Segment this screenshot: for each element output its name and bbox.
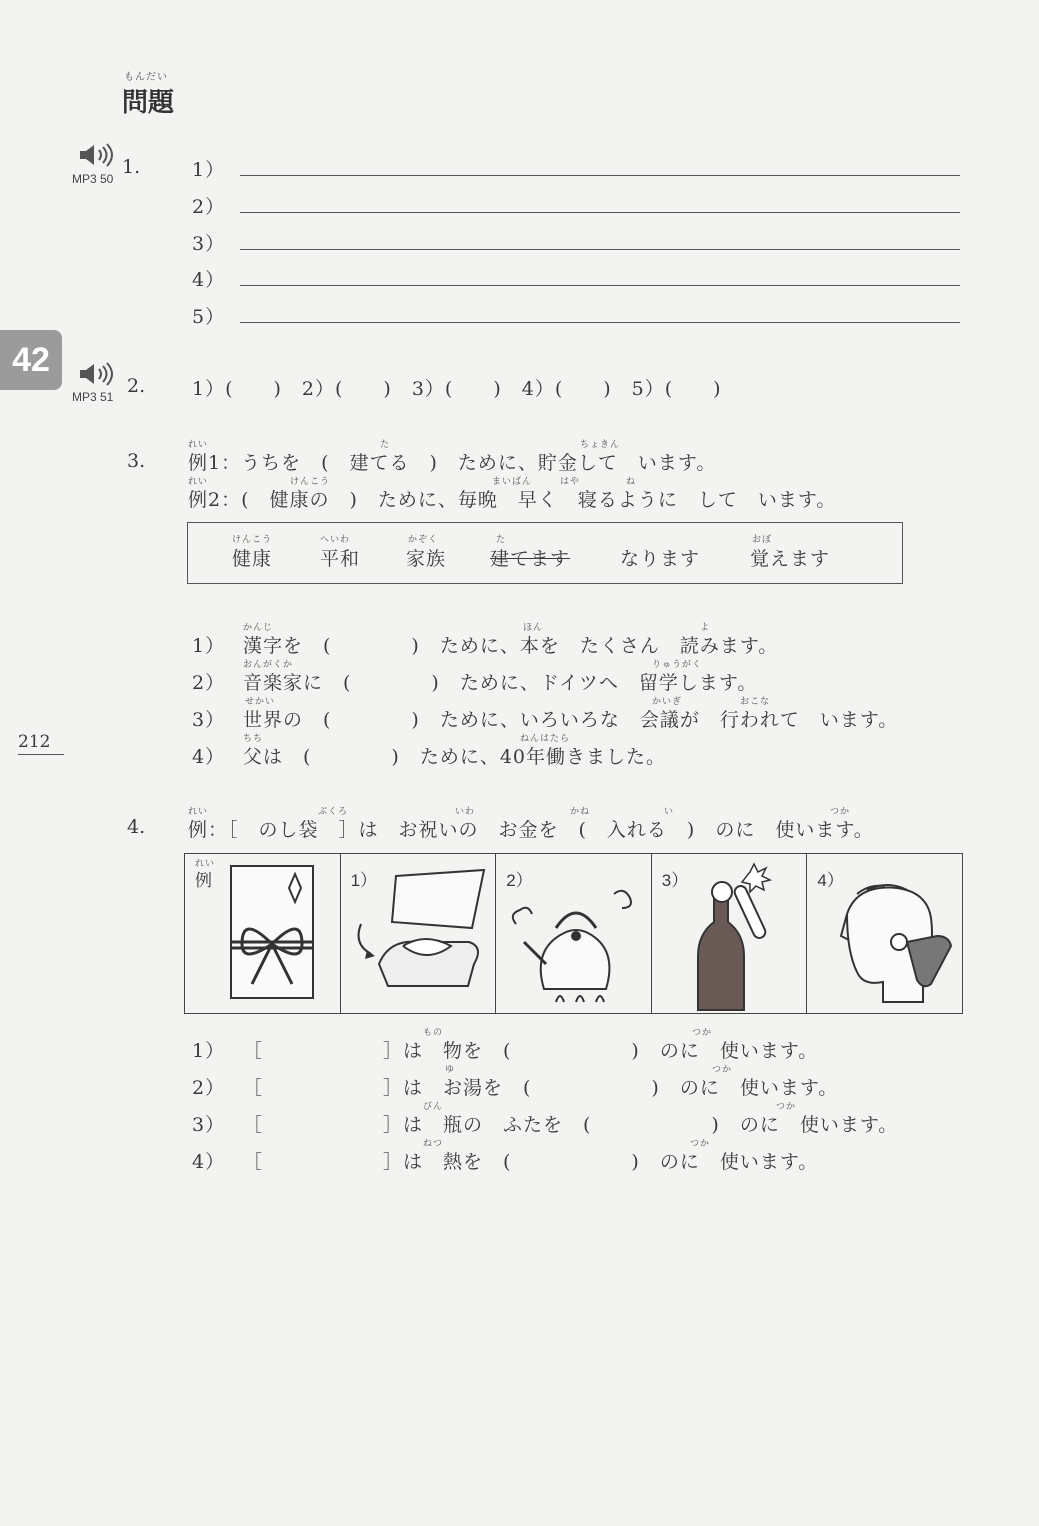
bottle-opener-icon [652, 854, 807, 1011]
ruby: ぶくろ [318, 807, 349, 817]
question-number: 1. [122, 156, 141, 178]
kettle-icon [496, 854, 651, 1011]
audio-track-label: MP3 51 [72, 390, 114, 404]
ruby: もの [423, 1028, 444, 1038]
ruby: つか [692, 1028, 713, 1038]
chapter-tab: 42 [0, 330, 62, 390]
fill-in-sentence[interactable]: 世界の ( ) ために、いろいろな 会議が 行われて います。 [243, 709, 899, 731]
fill-in-sentence[interactable]: ［ ］は 瓶の ふたを ( ) のに 使います。 [243, 1114, 899, 1136]
ruby: れい [188, 477, 209, 487]
ruby: ね [626, 477, 637, 487]
ruby: いわ [455, 807, 476, 817]
page-title: 問題 [122, 88, 175, 118]
picture-4 [807, 854, 962, 1013]
item-number: 2） [192, 1077, 226, 1099]
item-number: 1） [192, 1040, 226, 1062]
ruby: せかい [245, 697, 276, 707]
fill-in-sentence[interactable]: 音楽家に ( ) ために、ドイツへ 留学します。 [243, 672, 758, 694]
word-bank-item: 平和 [320, 548, 361, 570]
fill-in-sentence[interactable]: ［ ］は お湯を ( ) のに 使います。 [243, 1077, 839, 1099]
ruby: つか [776, 1102, 797, 1112]
ruby: かね [570, 807, 591, 817]
ruby: ゆ [445, 1065, 456, 1075]
question-number: 2. [127, 375, 146, 397]
ruby: た [380, 440, 391, 450]
fill-in-sentence[interactable]: 父は ( ) ために、40年働きました。 [243, 746, 667, 768]
picture-example [185, 854, 341, 1013]
answer-line[interactable] [240, 175, 960, 176]
ruby: れい [195, 859, 216, 869]
ruby: つか [830, 807, 851, 817]
word-bank [187, 522, 903, 584]
word-bank-item-used: 建てます [490, 548, 571, 570]
picture-label: 1） [350, 871, 378, 890]
ruby: つか [690, 1139, 711, 1149]
fill-in-sentence[interactable]: ［ ］は 熱を ( ) のに 使います。 [243, 1151, 819, 1173]
ruby: れい [188, 440, 209, 450]
speaker-icon[interactable] [78, 362, 118, 390]
answer-line-label: 5） [192, 306, 226, 328]
item-number: 3） [192, 1114, 226, 1136]
answer-line[interactable] [240, 212, 960, 213]
item-number: 3） [192, 709, 226, 731]
answer-blanks[interactable]: 1）( ) 2）( ) 3）( ) 4）( ) 5）( ) [192, 378, 722, 400]
fill-in-sentence[interactable]: ［ ］は 物を ( ) のに 使います。 [243, 1040, 819, 1062]
ruby: い [664, 807, 675, 817]
item-number: 2） [192, 672, 226, 694]
ruby: よ [700, 623, 711, 633]
answer-line-label: 4） [192, 269, 226, 291]
page-number: 212 [18, 732, 64, 755]
speaker-icon[interactable] [78, 143, 118, 171]
picture-2 [496, 854, 652, 1013]
ruby: おぼ [752, 535, 773, 545]
picture-1 [341, 854, 497, 1013]
ruby: おこな [740, 697, 771, 707]
word-bank-item: 健康 [232, 548, 273, 570]
example-sentence: 例：［ のし袋 ］は お祝いの お金を ( 入れる ) のに 使います。 [188, 819, 874, 841]
ruby: かいぎ [652, 697, 683, 707]
ear-thermometer-icon [807, 854, 962, 1011]
picture-label: 3） [661, 871, 689, 890]
ruby: ちち [243, 734, 264, 744]
audio-track-label: MP3 50 [72, 172, 114, 186]
ruby: れい [188, 807, 209, 817]
word-bank-item: 家族 [406, 548, 447, 570]
ruby: けんこう [232, 535, 273, 545]
item-number: 4） [192, 746, 226, 768]
ruby: かぞく [408, 535, 439, 545]
picture-3 [652, 854, 808, 1013]
title-ruby: もんだい [124, 72, 168, 83]
ruby: びん [423, 1102, 444, 1112]
word-bank-item: 覚えます [750, 548, 831, 570]
ruby: おんがくか [243, 660, 294, 670]
ruby: へいわ [320, 535, 351, 545]
item-number: 4） [192, 1151, 226, 1173]
ruby: まいばん [492, 477, 533, 487]
picture-label: 2） [506, 871, 533, 890]
ruby: けんこう [290, 477, 331, 487]
noshi-envelope-icon [185, 854, 340, 1011]
ruby: ねんはたら [520, 734, 571, 744]
furoshiki-icon [341, 854, 496, 1011]
answer-line-label: 3） [192, 233, 226, 255]
item-number: 1） [192, 635, 226, 657]
ruby: はや [560, 477, 581, 487]
question-number: 3. [127, 450, 146, 472]
ruby: かんじ [243, 623, 274, 633]
ruby: た [496, 535, 507, 545]
fill-in-sentence[interactable]: 漢字を ( ) ために、本を たくさん 読みます。 [243, 635, 779, 657]
word-bank-item: なります [620, 548, 701, 570]
picture-label: 例 [195, 871, 212, 890]
picture-row [184, 853, 963, 1014]
answer-line[interactable] [240, 285, 960, 286]
answer-line-label: 1） [192, 159, 226, 181]
answer-line[interactable] [240, 249, 960, 250]
example-sentence: 例2：( 健康の ) ために、毎晩 早く 寝るように して います。 [188, 489, 837, 511]
ruby: ねつ [423, 1139, 444, 1149]
example-sentence: 例1：うちを ( 建てる ) ために、貯金して います。 [188, 452, 717, 474]
picture-label: 4） [817, 871, 844, 890]
ruby: ほん [523, 623, 544, 633]
ruby: りゅうがく [652, 660, 703, 670]
question-number: 4. [127, 816, 146, 838]
ruby: ちょきん [580, 440, 621, 450]
answer-line[interactable] [240, 322, 960, 323]
answer-line-label: 2） [192, 196, 226, 218]
ruby: つか [712, 1065, 733, 1075]
